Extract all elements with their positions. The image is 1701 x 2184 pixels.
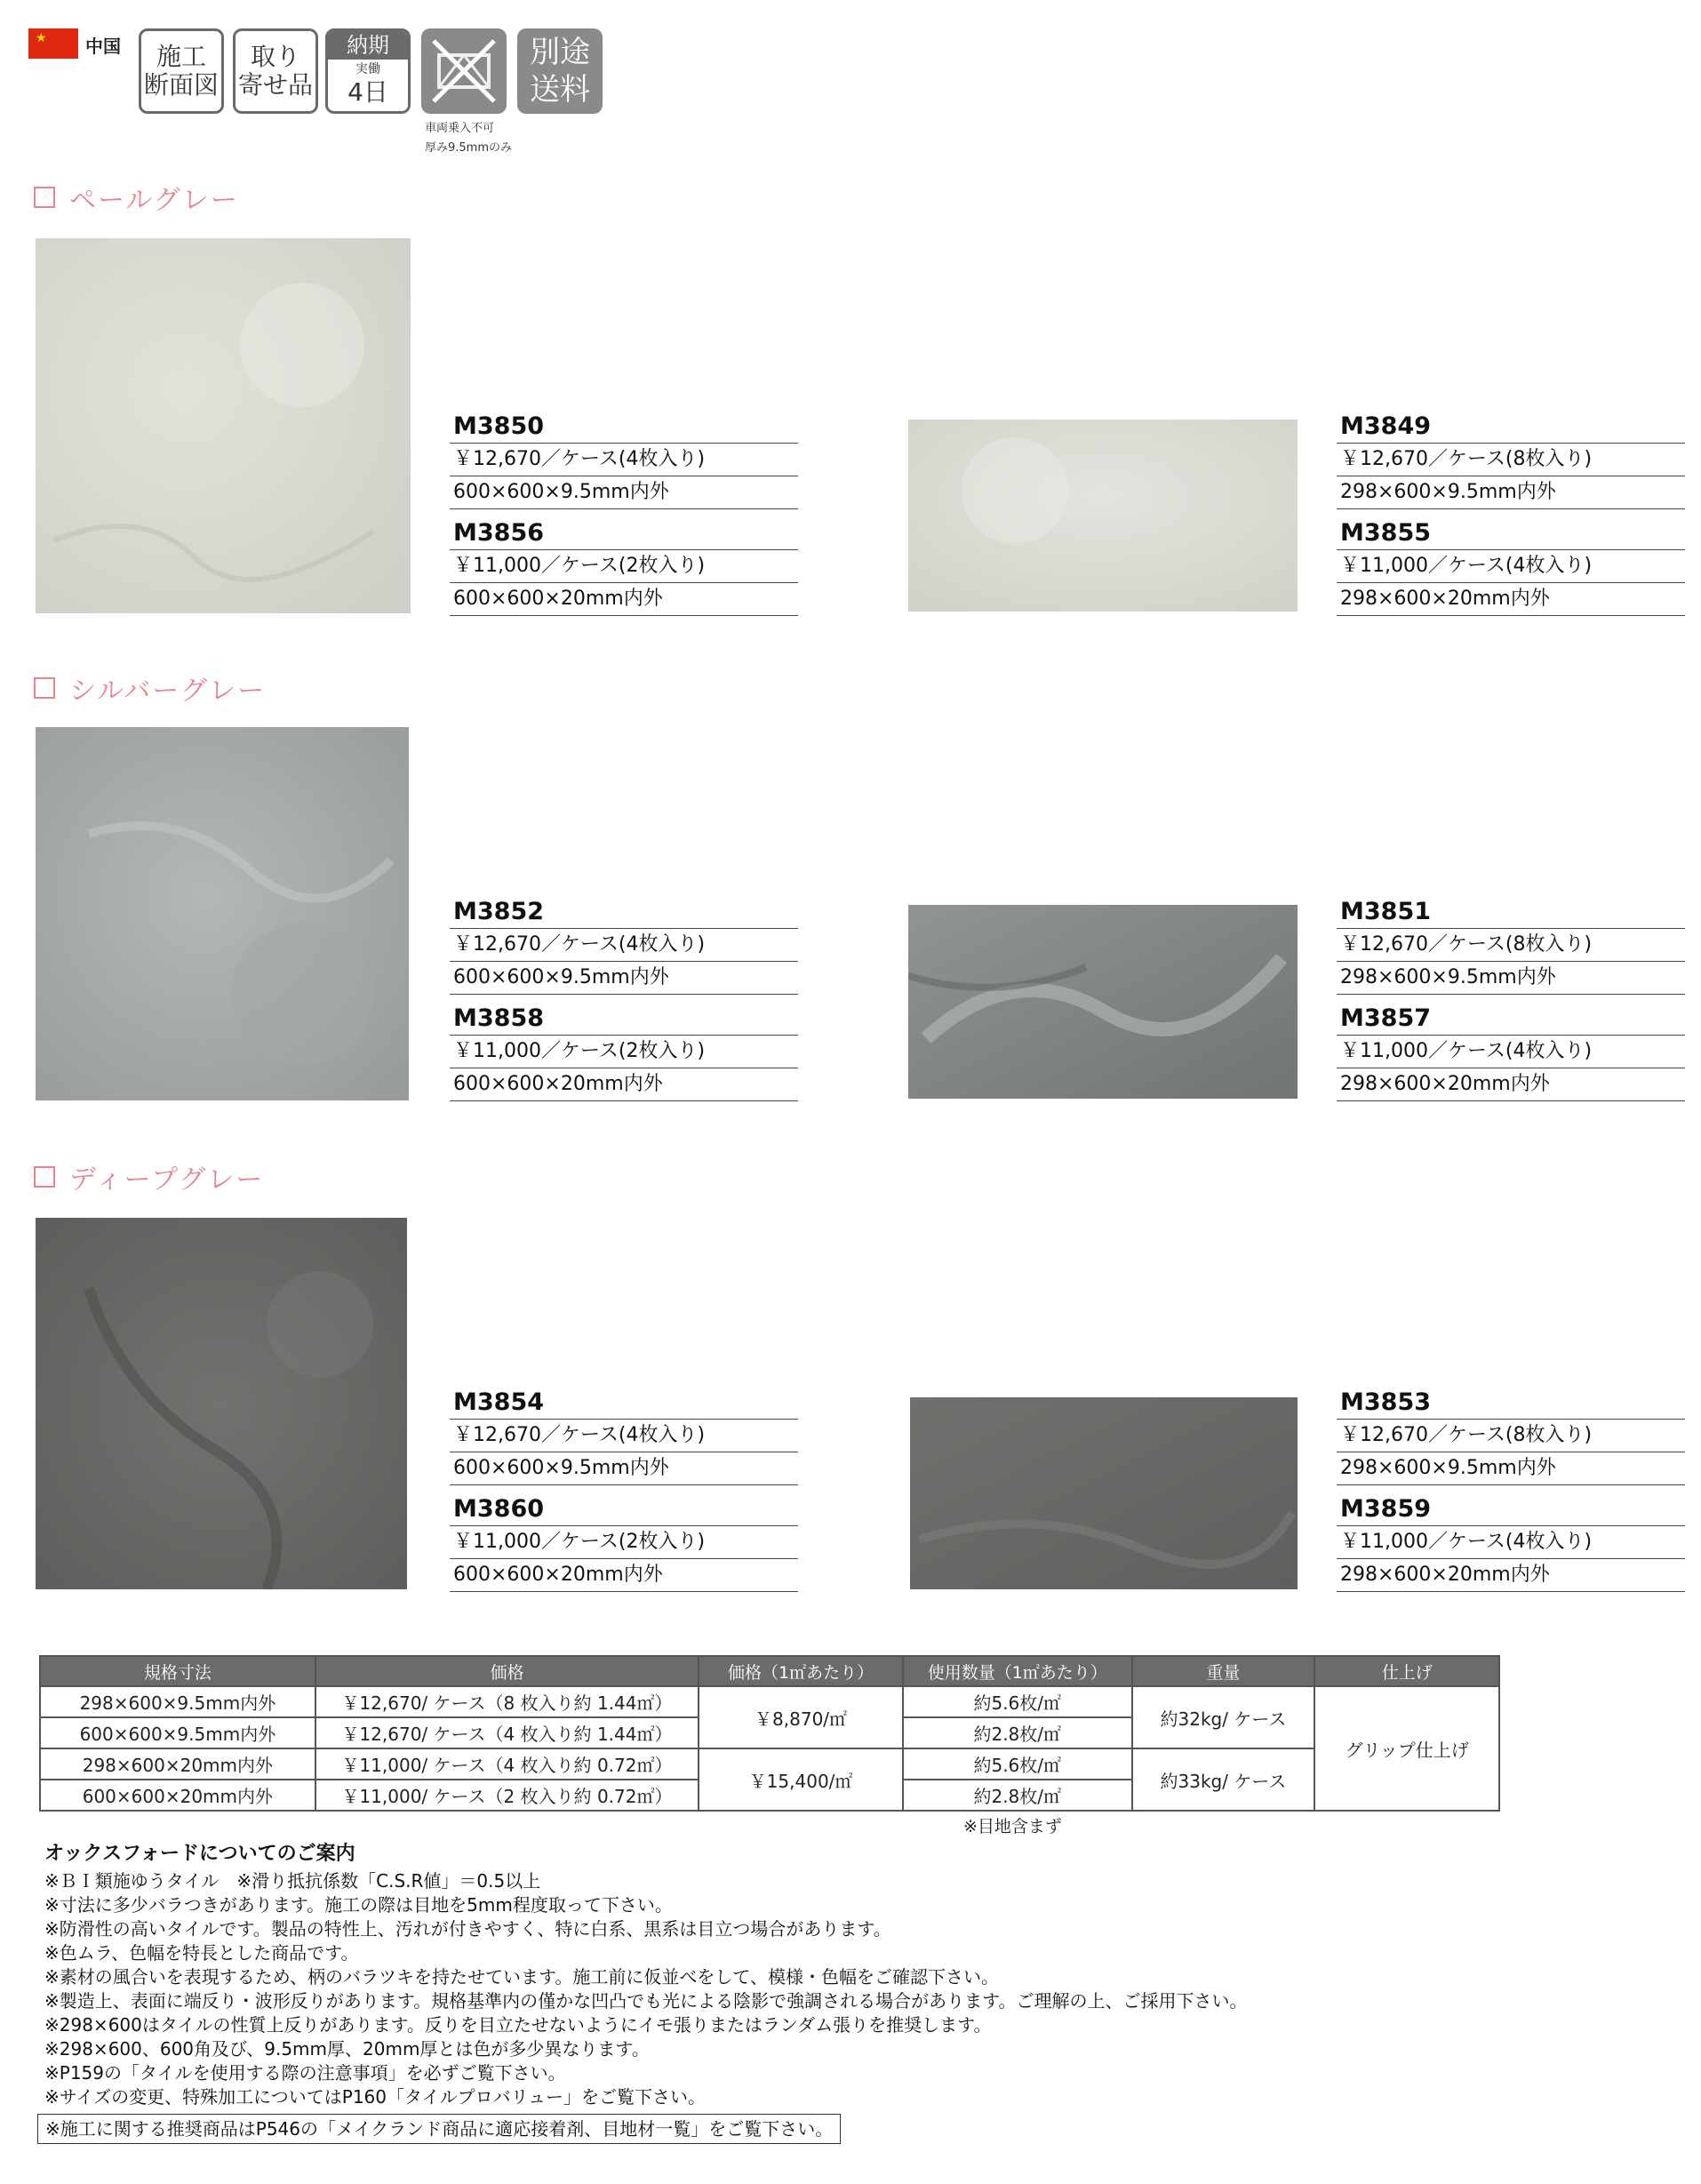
- product-price: ￥12,670／ケース(8枚入り): [1337, 929, 1685, 962]
- checkbox-square-icon: [34, 187, 55, 208]
- product-code: M3859: [1337, 1493, 1685, 1526]
- checkbox-square-icon: [34, 677, 55, 699]
- cell-quantity: 約2.8枚/㎡: [903, 1717, 1132, 1748]
- product-spec-M3856: [450, 517, 798, 616]
- no-vehicle-icon: [421, 28, 507, 114]
- product-spec-M3850: [450, 411, 798, 509]
- cell-size: 298×600×9.5mm内外: [40, 1686, 315, 1717]
- product-code: M3858: [450, 1003, 798, 1036]
- note-item: ※寸法に多少バラつきがあります。施工の際は目地を5mm程度取って下さい。: [44, 1894, 673, 1916]
- color-heading-silver-gray: [34, 668, 266, 708]
- product-code: M3850: [450, 411, 798, 444]
- tile-image-silver-gray-square: [36, 727, 409, 1100]
- product-code: M3851: [1337, 896, 1685, 929]
- product-size: 298×600×9.5mm内外: [1337, 1452, 1685, 1485]
- note-item: ※色ムラ、色幅を特長とした商品です。: [44, 1942, 359, 1964]
- delivery-badge: [325, 28, 411, 114]
- cell-unit-price: ￥15,400/㎡: [699, 1748, 903, 1811]
- product-size: 298×600×20mm内外: [1337, 1559, 1685, 1592]
- tile-image-pale-gray-rect: [908, 420, 1298, 612]
- header-price: 価格: [315, 1656, 699, 1686]
- product-code: M3857: [1337, 1003, 1685, 1036]
- cell-finish: グリップ仕上げ: [1314, 1686, 1499, 1811]
- note-item: ※素材の風合いを表現するため、柄のバラツキを持たせています。施工前に仮並べをして、模様・色幅をご確認下さい。: [44, 1966, 999, 1988]
- notes-list: [44, 1869, 1248, 2109]
- product-code: M3855: [1337, 517, 1685, 550]
- order-item-label: 取り 寄せ品: [237, 42, 313, 100]
- product-size: 298×600×20mm内外: [1337, 583, 1685, 616]
- header-finish: 仕上げ: [1314, 1656, 1499, 1686]
- header-size: 規格寸法: [40, 1656, 315, 1686]
- product-size: 600×600×20mm内外: [450, 1559, 798, 1592]
- note-item: ※298×600はタイルの性質上反りがあります。反りを目立たせないようにイモ張りまたはランダム張りを推奨します。: [44, 2014, 992, 2036]
- product-spec-M3855: [1337, 517, 1685, 616]
- product-spec-M3858: [450, 1003, 798, 1101]
- product-price: ￥11,000／ケース(2枚入り): [450, 550, 798, 583]
- country-label: 中国: [85, 36, 121, 57]
- delivery-days: 4日: [347, 77, 388, 107]
- product-price: ￥11,000／ケース(4枚入り): [1337, 1036, 1685, 1068]
- note-item: ※ＢＩ類施ゆうタイル ※滑り抵抗係数「C.S.R値」＝0.5以上: [44, 1870, 541, 1892]
- product-size: 600×600×9.5mm内外: [450, 962, 798, 995]
- color-name: ペールグレー: [69, 185, 239, 216]
- product-price: ￥12,670／ケース(4枚入り): [450, 929, 798, 962]
- china-flag-icon: ★: [28, 28, 78, 59]
- separate-shipping-label: 別途 送料: [530, 35, 590, 108]
- delivery-title: 納期: [328, 31, 408, 60]
- header-unit-price: 価格（1㎡あたり）: [699, 1656, 903, 1686]
- product-code: M3856: [450, 517, 798, 550]
- product-spec-M3859: [1337, 1493, 1685, 1592]
- product-spec-M3854: [450, 1387, 798, 1485]
- spec-table: [39, 1655, 1500, 1812]
- product-price: ￥12,670／ケース(8枚入り): [1337, 444, 1685, 476]
- cell-quantity: 約2.8枚/㎡: [903, 1780, 1132, 1811]
- product-spec-M3860: [450, 1493, 798, 1592]
- product-spec-M3853: [1337, 1387, 1685, 1485]
- tile-image-silver-gray-rect: [908, 905, 1298, 1099]
- cell-price: ￥12,670/ ケース（4 枚入り約 1.44㎡）: [315, 1717, 699, 1748]
- product-size: 600×600×20mm内外: [450, 1068, 798, 1101]
- product-price: ￥11,000／ケース(2枚入り): [450, 1036, 798, 1068]
- table-row: [40, 1686, 1499, 1717]
- product-code: M3860: [450, 1493, 798, 1526]
- cell-unit-price: ￥8,870/㎡: [699, 1686, 903, 1748]
- cell-weight: 約33kg/ ケース: [1132, 1748, 1315, 1811]
- product-price: ￥11,000／ケース(2枚入り): [450, 1526, 798, 1559]
- tile-image-deep-gray-square: [36, 1218, 407, 1589]
- color-heading-pale-gray: [34, 178, 239, 217]
- product-price: ￥11,000／ケース(4枚入り): [1337, 550, 1685, 583]
- product-price: ￥12,670／ケース(4枚入り): [450, 1420, 798, 1452]
- product-size: 600×600×20mm内外: [450, 583, 798, 616]
- cell-size: 600×600×20mm内外: [40, 1780, 315, 1811]
- table-row: [40, 1748, 1499, 1780]
- header-weight: 重量: [1132, 1656, 1315, 1686]
- notes-title: オックスフォードについてのご案内: [44, 1843, 355, 1865]
- cell-quantity: 約5.6枚/㎡: [903, 1748, 1132, 1780]
- note-item: ※P159の「タイルを使用する際の注意事項」を必ずご覧下さい。: [44, 2062, 566, 2084]
- product-code: M3849: [1337, 411, 1685, 444]
- table-header-row: [40, 1656, 1499, 1686]
- color-heading-deep-gray: [34, 1157, 264, 1196]
- note-item: ※防滑性の高いタイルです。製品の特性上、汚れが付きやすく、特に白系、黒系は目立つ場合があります。: [44, 1918, 891, 1940]
- product-spec-M3857: [1337, 1003, 1685, 1101]
- product-spec-M3849: [1337, 411, 1685, 509]
- product-size: 298×600×20mm内外: [1337, 1068, 1685, 1101]
- table-note: ※目地含まず: [963, 1817, 1062, 1836]
- cell-size: 600×600×9.5mm内外: [40, 1717, 315, 1748]
- cell-size: 298×600×20mm内外: [40, 1748, 315, 1780]
- note-item: ※サイズの変更、特殊加工についてはP160「タイルプロバリュー」をご覧下さい。: [44, 2086, 706, 2108]
- product-spec-M3852: [450, 896, 798, 995]
- cell-weight: 約32kg/ ケース: [1132, 1686, 1315, 1748]
- order-item-badge: [233, 28, 318, 114]
- separate-shipping-badge: [517, 28, 603, 114]
- cell-price: ￥11,000/ ケース（4 枚入り約 0.72㎡）: [315, 1748, 699, 1780]
- product-spec-M3851: [1337, 896, 1685, 995]
- product-size: 298×600×9.5mm内外: [1337, 476, 1685, 509]
- cell-price: ￥11,000/ ケース（2 枚入り約 0.72㎡）: [315, 1780, 699, 1811]
- section-drawing-badge: [139, 28, 224, 114]
- product-price: ￥11,000／ケース(4枚入り): [1337, 1526, 1685, 1559]
- checkbox-square-icon: [34, 1166, 55, 1188]
- product-code: M3854: [450, 1387, 798, 1420]
- color-name: ディープグレー: [69, 1164, 265, 1196]
- cell-price: ￥12,670/ ケース（8 枚入り約 1.44㎡）: [315, 1686, 699, 1717]
- product-price: ￥12,670／ケース(4枚入り): [450, 444, 798, 476]
- header-quantity: 使用数量（1㎡あたり）: [903, 1656, 1132, 1686]
- section-drawing-label: 施工 断面図: [143, 42, 219, 100]
- vehicle-note: 車両乗入不可 厚み9.5mmのみ: [425, 122, 513, 155]
- note-item: ※298×600、600角及び、9.5mm厚、20mm厚とは色が多少異なります。: [44, 2038, 650, 2060]
- product-size: 600×600×9.5mm内外: [450, 1452, 798, 1485]
- product-size: 298×600×9.5mm内外: [1337, 962, 1685, 995]
- tile-image-deep-gray-rect: [910, 1397, 1298, 1589]
- product-price: ￥12,670／ケース(8枚入り): [1337, 1420, 1685, 1452]
- color-name: シルバーグレー: [69, 676, 267, 707]
- product-code: M3853: [1337, 1387, 1685, 1420]
- product-size: 600×600×9.5mm内外: [450, 476, 798, 509]
- delivery-sub: 実働: [355, 62, 380, 76]
- product-code: M3852: [450, 896, 798, 929]
- note-item: ※製造上、表面に端反り・波形反りがあります。規格基準内の僅かな凹凸でも光による陰影で強調される場合があります。ご理解の上、ご採用下さい。: [44, 1990, 1248, 2012]
- tile-image-pale-gray-square: [36, 238, 411, 613]
- recommended-products-note: ※施工に関する推奨商品はP546の「メイクランド商品に適応接着剤、目地材一覧」をご覧下さい。: [37, 2114, 841, 2144]
- cell-quantity: 約5.6枚/㎡: [903, 1686, 1132, 1717]
